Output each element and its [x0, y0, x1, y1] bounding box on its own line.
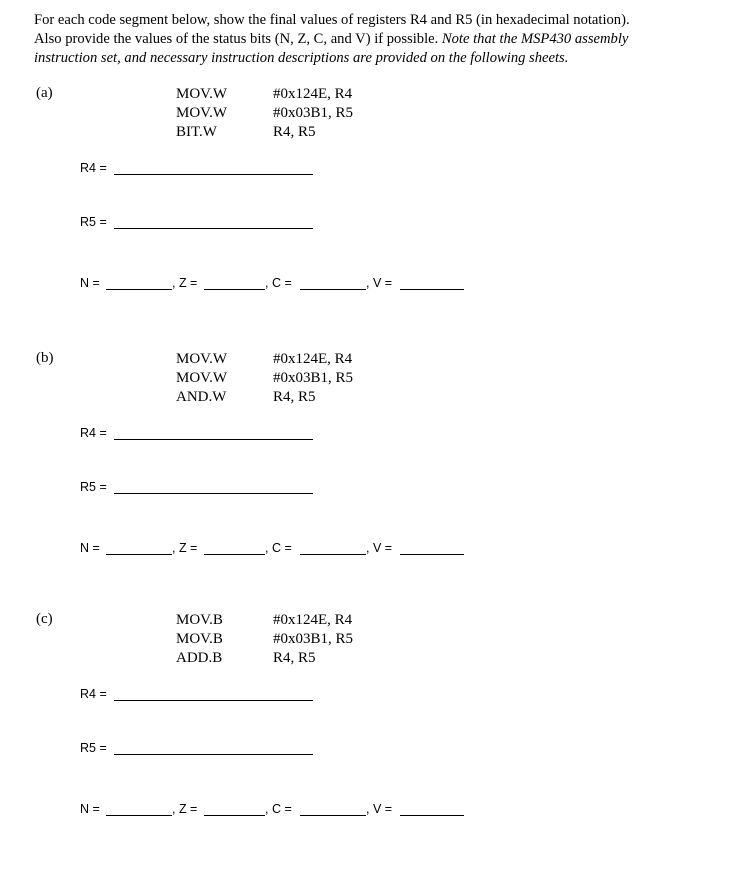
problem-label: (b): [36, 350, 54, 366]
operand-column: [273, 611, 353, 668]
opcode: MOV.W: [176, 86, 227, 102]
v-label: , V =: [366, 802, 393, 816]
z-label: , Z =: [172, 276, 198, 290]
c-answer-line[interactable]: [300, 554, 366, 555]
r5-label: R5 =: [80, 215, 107, 229]
r5-answer: [80, 480, 107, 494]
n-label: N =: [80, 541, 100, 555]
r4-answer-line[interactable]: [114, 174, 313, 175]
operand-column: [273, 85, 353, 142]
operands: #0x124E, R4: [273, 86, 353, 102]
r4-answer: [80, 426, 107, 440]
operands: #0x124E, R4: [273, 351, 353, 367]
opcode: AND.W: [176, 389, 227, 405]
v-answer-line[interactable]: [400, 815, 464, 816]
operands: #0x03B1, R5: [273, 105, 354, 121]
c-label: , C =: [265, 541, 292, 555]
instructions-line-1: For each code segment below, show the final values of registers R4 and R5 (in hexadecimal notation).: [34, 12, 630, 28]
operands: #0x03B1, R5: [273, 631, 354, 647]
r4-answer: [80, 161, 107, 175]
opcode: ADD.B: [176, 650, 223, 666]
r5-label: R5 =: [80, 480, 107, 494]
opcode: MOV.W: [176, 351, 227, 367]
v-label: , V =: [366, 276, 393, 290]
problem-a: [0, 85, 748, 355]
problem-b: [0, 350, 748, 620]
opcode-column: [176, 611, 223, 668]
operands: R4, R5: [273, 389, 316, 405]
instructions-line-3-italic: instruction set, and necessary instruction descriptions are provided on the following sheets.: [34, 50, 569, 66]
instructions-line-2-plain: Also provide the values of the status bits (N, Z, C, and V) if possible.: [34, 31, 442, 47]
opcode: MOV.W: [176, 105, 227, 121]
z-label: , Z =: [172, 802, 198, 816]
opcode: MOV.B: [176, 631, 223, 647]
problem-label: (c): [36, 611, 53, 627]
instructions-line-2: [34, 30, 734, 49]
n-label: N =: [80, 276, 100, 290]
r5-answer-line[interactable]: [114, 493, 313, 494]
v-label: , V =: [366, 541, 393, 555]
r5-answer: [80, 741, 107, 755]
c-label: , C =: [265, 802, 292, 816]
operand-column: [273, 350, 353, 407]
r4-label: R4 =: [80, 426, 107, 440]
problem-label: (a): [36, 85, 53, 101]
r4-answer-line[interactable]: [114, 439, 313, 440]
n-answer-line[interactable]: [106, 815, 172, 816]
operands: #0x124E, R4: [273, 612, 353, 628]
n-answer-line[interactable]: [106, 289, 172, 290]
opcode-column: [176, 350, 227, 407]
r5-answer: [80, 215, 107, 229]
r4-answer-line[interactable]: [114, 700, 313, 701]
opcode: BIT.W: [176, 124, 217, 140]
n-label: N =: [80, 802, 100, 816]
opcode: MOV.W: [176, 370, 227, 386]
r5-answer-line[interactable]: [114, 228, 313, 229]
c-label: , C =: [265, 276, 292, 290]
instructions-line-2-italic: Note that the MSP430 assembly: [441, 31, 629, 47]
operands: R4, R5: [273, 650, 316, 666]
n-answer-line[interactable]: [106, 554, 172, 555]
z-answer-line[interactable]: [204, 289, 265, 290]
problem-c: [0, 611, 748, 881]
v-answer-line[interactable]: [400, 289, 464, 290]
opcode-column: [176, 85, 227, 142]
r4-answer: [80, 687, 107, 701]
z-label: , Z =: [172, 541, 198, 555]
c-answer-line[interactable]: [300, 815, 366, 816]
instructions-line-3: [34, 49, 734, 68]
c-answer-line[interactable]: [300, 289, 366, 290]
r4-label: R4 =: [80, 687, 107, 701]
z-answer-line[interactable]: [204, 554, 265, 555]
z-answer-line[interactable]: [204, 815, 265, 816]
operands: #0x03B1, R5: [273, 370, 354, 386]
operands: R4, R5: [273, 124, 316, 140]
opcode: MOV.B: [176, 612, 223, 628]
r5-label: R5 =: [80, 741, 107, 755]
v-answer-line[interactable]: [400, 554, 464, 555]
r4-label: R4 =: [80, 161, 107, 175]
instructions-paragraph: [34, 11, 734, 68]
r5-answer-line[interactable]: [114, 754, 313, 755]
